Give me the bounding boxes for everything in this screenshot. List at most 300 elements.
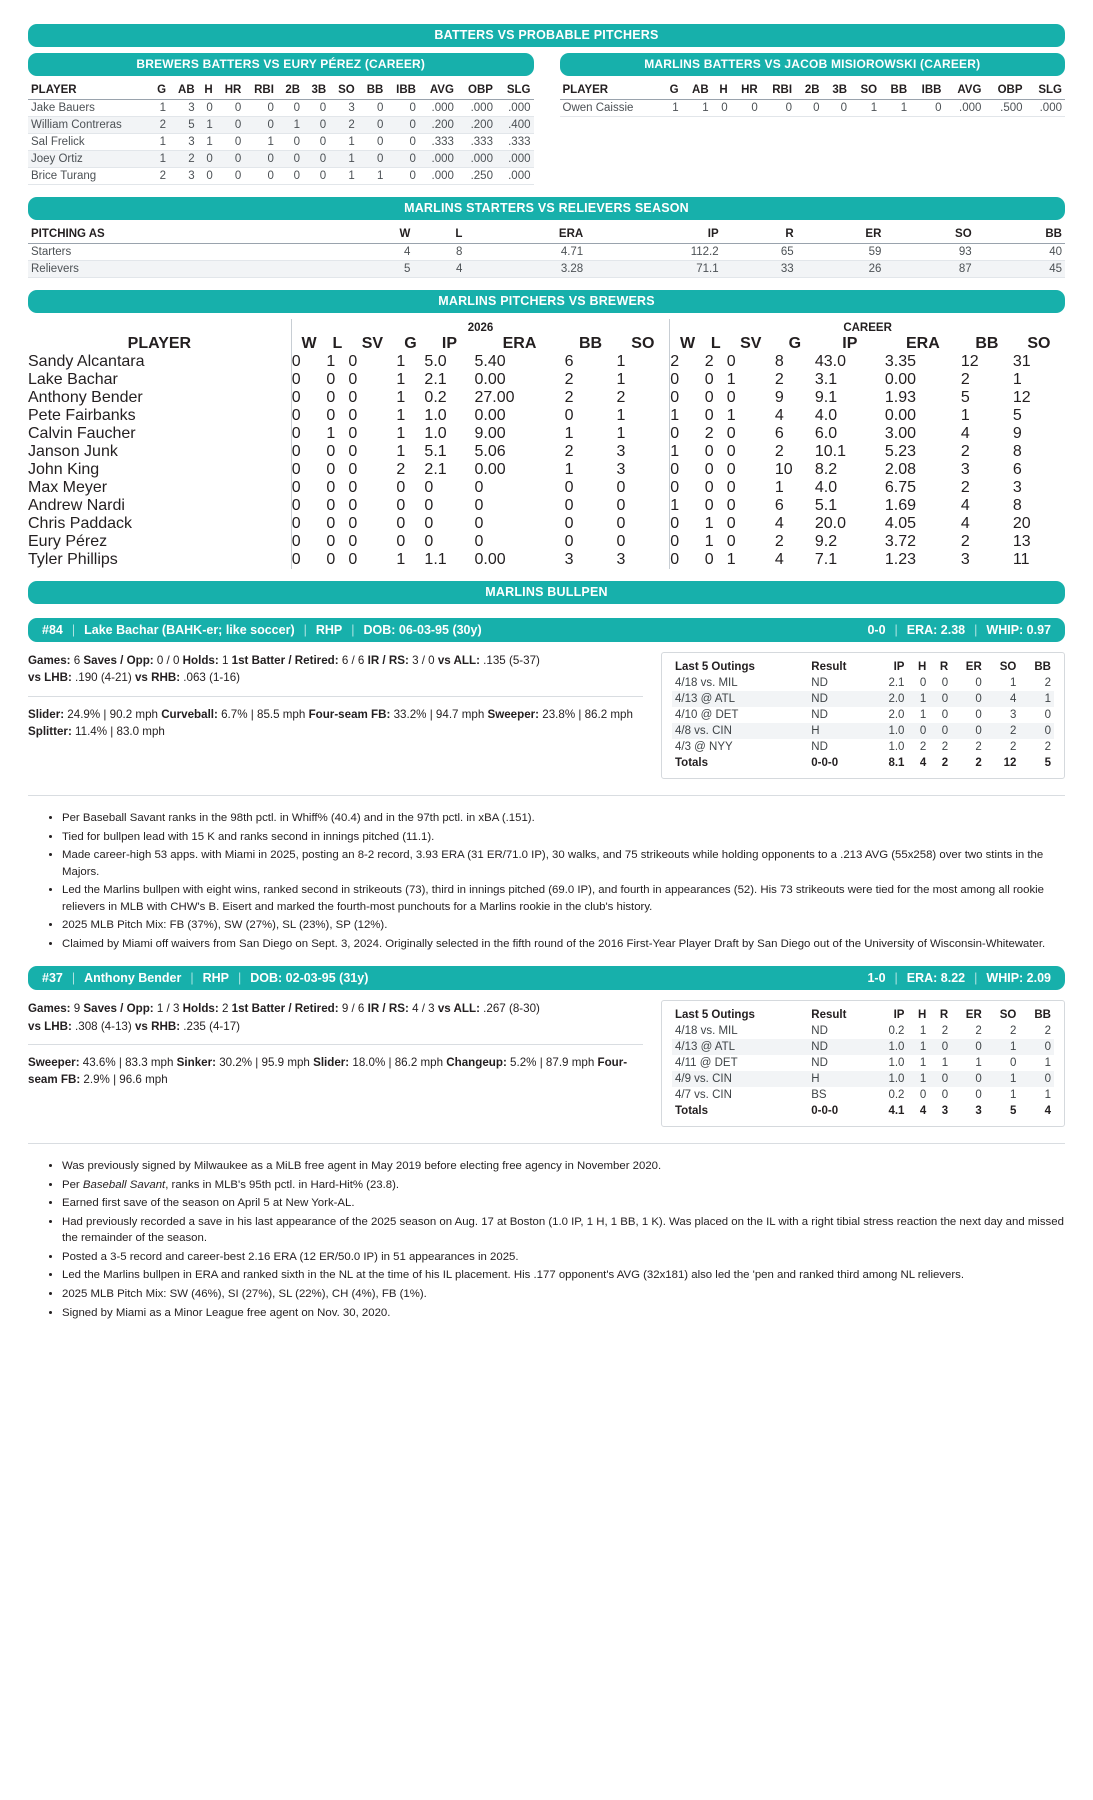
split-label: Splitter: [28, 725, 72, 739]
outing-stat: 0 [1009, 1057, 1017, 1070]
table-row [28, 261, 1065, 278]
stat-value: 1 [880, 100, 910, 117]
player-hand: RHP [202, 971, 229, 986]
career-stat: 0 [704, 443, 714, 460]
career-stat: 3.00 [884, 425, 917, 442]
career-stat: 6 [1012, 461, 1022, 478]
season-stat: 0 [564, 497, 574, 514]
totals-value: 4 [1019, 1103, 1054, 1119]
career-stat: 5 [960, 389, 970, 406]
column-header: OBP [984, 82, 1025, 100]
player-season-line [867, 623, 1051, 637]
stat-value: 0 [358, 134, 387, 151]
season-stat: 1 [326, 353, 336, 370]
stat-value: 1 [150, 100, 169, 117]
stat-value: 0 [216, 117, 245, 134]
outing-stat: 0 [941, 709, 949, 721]
stat-value: 0 [198, 100, 216, 117]
outing-stat: 0.2 [888, 1025, 905, 1038]
season-stat: 1 [616, 425, 626, 442]
stat-value: 0 [277, 100, 303, 117]
player-name: Sandy Alcantara [28, 353, 145, 370]
stat-value: 0 [277, 151, 303, 168]
stat-value: .200 [457, 117, 496, 134]
stat-value: 0 [386, 151, 419, 168]
split-label: Holds: [182, 1002, 219, 1016]
career-stat: 2 [960, 371, 970, 388]
stat-value: .000 [457, 151, 496, 168]
outing-date: 4/9 vs. CIN [675, 1073, 732, 1086]
season-stat: 2.1 [424, 461, 447, 478]
divider: | [894, 623, 898, 637]
season-stat: 0 [564, 515, 574, 532]
outing-stat: ND [811, 693, 828, 705]
split-label: Slider: [313, 1056, 350, 1070]
stat-value: .333 [496, 134, 534, 151]
outing-date: 4/18 vs. MIL [675, 677, 738, 689]
column-header: AB [169, 82, 198, 100]
season-stat: 1 [396, 371, 406, 388]
season-stat: 2.1 [424, 371, 447, 388]
stat-value: 1 [150, 134, 169, 151]
career-stat: 31 [1012, 353, 1031, 370]
table-row [28, 168, 534, 185]
player-note: • Made career-high 53 apps. with Miami in 2025, posting an 8-2 record, 3.93 ERA (31 ER/71.0 IP), 30 walks, and 75 strikeouts while holding opponents to a .213 AVG (55x258) over two stints in the Majors. [62, 847, 1065, 880]
column-header: IBB [910, 82, 944, 100]
outing-stat: 4 [1009, 693, 1017, 705]
career-stat: 3.72 [884, 533, 917, 550]
table-row [28, 407, 1065, 425]
outing-date: 4/10 @ DET [675, 709, 739, 721]
player-season-line [867, 971, 1051, 985]
stat-value: 2 [150, 168, 169, 185]
column-header: HR [731, 82, 761, 100]
outing-stat: 0 [941, 1041, 949, 1054]
pitch-mix-line: Slider: 24.9% | 90.2 mph Curveball: 6.7% | 85.5 mph Four-seam FB: 33.2% | 94.7 mph Sweeper: 23.8% | 86.2 mph Splitter: 11.4% | 83.0 mph [28, 707, 633, 739]
column-header: SLG [496, 82, 534, 100]
player-name: Janson Junk [28, 443, 118, 460]
starters-vs-relievers-section [28, 197, 1065, 278]
page-title-banner: BATTERS VS PROBABLE PITCHERS [28, 24, 1065, 47]
pitchers-vs-brewers-section [28, 290, 1065, 569]
divider: | [71, 623, 76, 637]
player-name: Eury Pérez [28, 533, 108, 550]
season-stat: 0 [348, 551, 358, 568]
player-identity [42, 971, 368, 985]
player-name: Andrew Nardi [28, 497, 125, 514]
career-stat: 4.05 [884, 515, 917, 532]
table-row [28, 244, 1065, 261]
season-stat: 0 [424, 533, 434, 550]
column-header: 2B [795, 82, 823, 100]
season-stat: 2 [616, 389, 626, 406]
career-stat: 0 [704, 461, 714, 478]
outing-stat: 1 [941, 1057, 949, 1070]
outing-date: 4/3 @ NYY [675, 741, 733, 753]
stat-value: 0 [216, 151, 245, 168]
table-header-row [28, 226, 1065, 244]
stat-value: 0 [277, 168, 303, 185]
career-stat: 1 [960, 407, 970, 424]
column-header: ER [797, 226, 885, 244]
stat-value: 0 [303, 100, 329, 117]
column-header: H [712, 82, 731, 100]
stat-value: 0 [216, 100, 245, 117]
season-stat: 0 [291, 353, 326, 371]
table-row [28, 515, 1065, 533]
outing-stat: 1 [919, 1025, 927, 1038]
career-stat: 0 [704, 389, 714, 406]
career-stat: 0 [726, 497, 736, 514]
stat-value: .000 [496, 151, 534, 168]
column-header: ERA [465, 226, 586, 244]
career-stat: 4 [960, 425, 970, 442]
column-header: SO [999, 661, 1017, 673]
season-stat: 0 [291, 407, 326, 425]
totals-value: 8.1 [874, 755, 908, 771]
group-header-career: CAREER [670, 319, 1065, 335]
stat-value: .000 [496, 100, 534, 117]
career-stat: 1 [704, 515, 714, 532]
stat-value: .333 [419, 134, 457, 151]
career-stat: 0.00 [884, 371, 917, 388]
column-header: H [198, 82, 216, 100]
stat-value: 1 [682, 100, 712, 117]
bullpen-players [28, 618, 1065, 1321]
player-notes-list [28, 1158, 1065, 1321]
outing-stat: 1 [1009, 1089, 1017, 1102]
stat-value: 0 [216, 168, 245, 185]
column-header: G [404, 335, 417, 352]
brewers-batters-table [28, 82, 534, 185]
career-stat: 0 [704, 407, 714, 424]
career-stat: 0 [670, 533, 705, 551]
season-stat: 0 [474, 479, 484, 496]
career-stat: 9 [1012, 425, 1022, 442]
outing-date: 4/8 vs. CIN [675, 725, 732, 737]
outing-stat: 1 [1044, 1057, 1051, 1070]
outing-stat: 0 [919, 677, 927, 689]
season-stat: 0 [424, 479, 434, 496]
career-stat: 8.2 [814, 461, 838, 478]
career-stat: 2 [960, 533, 970, 550]
career-stat: 2 [960, 443, 970, 460]
career-stat: 2.08 [884, 461, 917, 478]
stat-value: .000 [1026, 100, 1065, 117]
stat-value: 1 [150, 151, 169, 168]
column-header: G [788, 335, 802, 352]
outing-row [672, 1039, 1054, 1055]
season-stat: 27.00 [474, 389, 515, 406]
column-header: G [662, 82, 682, 100]
outing-stat: ND [811, 677, 828, 689]
outing-row [672, 1055, 1054, 1071]
table-row [28, 461, 1065, 479]
outing-stat: 2 [975, 741, 982, 753]
column-header: 2B [277, 82, 303, 100]
outing-stat: 0 [919, 1089, 927, 1102]
stat-value: .250 [457, 168, 496, 185]
column-header: W [670, 335, 705, 353]
career-stat: 1 [726, 551, 736, 568]
outing-stat: 2 [1044, 677, 1051, 689]
column-header: G [150, 82, 169, 100]
stat-value: 0 [386, 117, 419, 134]
season-stat: 0 [474, 497, 484, 514]
season-stat: 0 [326, 533, 336, 550]
split-label: Four-seam FB: [308, 707, 391, 721]
player-splits [28, 652, 643, 779]
stat-value: 1 [329, 151, 358, 168]
totals-value: 5 [985, 1103, 1020, 1119]
player-note: • Posted a 3-5 record and career-best 2.16 ERA (12 ER/50.0 IP) in 51 appearances in 2025. [62, 1249, 1065, 1266]
outing-stat: 0 [975, 693, 982, 705]
career-stat: 5.1 [814, 497, 838, 514]
column-header: R [939, 661, 949, 673]
season-stat: 0 [616, 533, 626, 550]
outing-stat: H [811, 1073, 820, 1086]
season-stat: 0 [326, 443, 336, 460]
season-stat: 0 [291, 371, 326, 389]
column-header: IP [586, 226, 721, 244]
career-stat: 2 [774, 533, 784, 550]
column-header: SO [999, 1009, 1017, 1022]
totals-value: 12 [985, 755, 1020, 771]
season-stat: 0 [396, 533, 406, 550]
season-stat: 5.06 [474, 443, 506, 460]
outing-stat: 2.1 [888, 677, 905, 689]
career-stat: 10 [774, 461, 793, 478]
outing-stat: 1 [919, 1041, 927, 1054]
career-stat: 0 [670, 515, 705, 533]
column-header: IBB [386, 82, 419, 100]
career-stat: 10.1 [814, 443, 846, 460]
season-stat: 5.0 [424, 353, 447, 370]
split-label: Saves / Opp: [83, 1002, 154, 1016]
outing-date: 4/13 @ ATL [675, 1041, 736, 1054]
player-card-header [28, 966, 1065, 990]
outing-date: 4/18 vs. MIL [675, 1025, 738, 1038]
stat-value: 3.28 [465, 261, 586, 278]
divider-rule [28, 696, 643, 697]
column-header: BB [358, 82, 387, 100]
player-name: Jake Bauers [28, 100, 150, 117]
season-stat: 0 [616, 515, 626, 532]
stat-value: .000 [944, 100, 984, 117]
player-name: Lake Bachar [28, 371, 118, 388]
split-label: vs LHB: [28, 671, 72, 685]
stat-value: 3 [169, 168, 198, 185]
player-whip: WHIP: 0.97 [986, 623, 1051, 637]
season-stat: 2 [396, 461, 406, 478]
column-header: ERA [905, 335, 940, 352]
last-5-outings-table [672, 1007, 1054, 1119]
career-stat: 0 [704, 371, 714, 388]
outing-stat: 1 [1009, 1041, 1017, 1054]
divider: | [71, 971, 76, 986]
column-header: RBI [244, 82, 277, 100]
table-row [28, 497, 1065, 515]
row-label: Relievers [28, 261, 346, 278]
stat-value: 0 [358, 100, 387, 117]
group-spacer [28, 319, 291, 335]
outing-stat: 1.0 [888, 1057, 905, 1070]
season-stat: 0 [348, 461, 358, 478]
career-stat: 0 [670, 461, 705, 479]
column-header: SO [884, 226, 974, 244]
table-header-row [672, 659, 1054, 675]
column-header: R [722, 226, 797, 244]
season-stat: 1 [396, 353, 406, 370]
stat-value: 0 [358, 117, 387, 134]
table-header-row [28, 335, 1065, 353]
split-label: vs LHB: [28, 1019, 72, 1033]
career-stat: 8 [774, 353, 784, 370]
outing-row [672, 739, 1054, 755]
stat-value: 1 [329, 134, 358, 151]
column-header: PLAYER [560, 82, 662, 100]
career-stat: 12 [960, 353, 979, 370]
bullpen-player-card [28, 966, 1065, 1321]
stat-value: 3 [169, 100, 198, 117]
season-stat: 0.00 [474, 461, 506, 478]
outing-stat: 1 [1044, 1089, 1051, 1102]
last-5-outings-box [661, 1000, 1065, 1127]
stat-value: 0 [823, 100, 851, 117]
divider: | [303, 623, 307, 637]
pitchers-vs-brewers-table [28, 319, 1065, 569]
outing-stat: H [811, 725, 820, 737]
season-stat: 2 [564, 371, 574, 388]
season-stat: 3 [616, 443, 626, 460]
brewers-batters-panel [28, 53, 534, 185]
outing-stat: 1 [919, 1057, 927, 1070]
player-note: • Led the Marlins bullpen with eight wins, ranked second in strikeouts (73), third in innings pitched (69.0 IP), and fourth in appearances (52). His 73 strikeouts were tied for the most among all rookie relievers in MLB with CHW's B. Eisert and marked the fourth-most punchouts for a Marlins rookie in the club's history. [62, 882, 1065, 915]
outing-row [672, 691, 1054, 707]
season-stat: 1.0 [424, 425, 447, 442]
bullpen-player-card [28, 618, 1065, 952]
career-stat: 0 [726, 425, 736, 442]
season-stat: 0 [348, 515, 358, 532]
column-header: Result [811, 1009, 847, 1022]
career-stat: 3 [960, 461, 970, 478]
stat-value: 0 [386, 100, 419, 117]
table-header-row [672, 1007, 1054, 1023]
stat-value: 65 [722, 244, 797, 261]
pitchers-vs-brewers-title: MARLINS PITCHERS VS BREWERS [28, 290, 1065, 313]
career-stat: 2 [670, 353, 705, 371]
column-header: BB [1034, 1009, 1051, 1022]
table-row [28, 371, 1065, 389]
season-stat: 0 [291, 443, 326, 461]
column-header: SO [850, 82, 880, 100]
player-note: • Earned first save of the season on April 5 at New York-AL. [62, 1195, 1065, 1212]
player-era: ERA: 8.22 [906, 971, 966, 986]
career-stat: 8 [1012, 497, 1022, 514]
outing-stat: 1 [1009, 677, 1017, 689]
outing-row [672, 1023, 1054, 1039]
outing-stat: 1 [1009, 1073, 1017, 1086]
stat-value: 1 [662, 100, 682, 117]
career-stat: 0 [704, 479, 714, 496]
column-header: Result [811, 661, 847, 673]
career-stat: 6.0 [814, 425, 838, 442]
stat-value: 0 [386, 168, 419, 185]
outing-stat: ND [811, 741, 828, 753]
column-header: PLAYER [127, 335, 192, 352]
divider: | [351, 623, 355, 637]
column-header: SO [1027, 335, 1051, 352]
stat-value: .000 [419, 100, 457, 117]
starters-relievers-table [28, 226, 1065, 278]
stat-value: 3 [169, 134, 198, 151]
section-rule [28, 795, 1065, 796]
column-header: R [939, 1009, 949, 1022]
season-stat: 5.40 [474, 353, 506, 370]
career-stat: 1 [670, 497, 705, 515]
season-stat: 1 [616, 353, 626, 370]
stat-value: 45 [975, 261, 1065, 278]
stat-value: 0 [303, 134, 329, 151]
career-stat: 0 [726, 515, 736, 532]
outing-stat: 1 [1044, 693, 1051, 705]
career-stat: 20.0 [814, 515, 846, 532]
career-stat: 0 [726, 461, 736, 478]
player-name: Sal Frelick [28, 134, 150, 151]
player-name: Anthony Bender [28, 389, 143, 406]
stat-value: 112.2 [586, 244, 721, 261]
column-header: SLG [1026, 82, 1065, 100]
season-stat: 0 [474, 515, 484, 532]
season-stat: 0 [326, 479, 336, 496]
season-stat: 0 [291, 425, 326, 443]
season-stat: 0 [326, 497, 336, 514]
totals-value: Totals [672, 1103, 803, 1119]
season-stat: 0 [291, 479, 326, 497]
player-dob: DOB: 02-03-95 (31y) [250, 971, 369, 986]
season-stat: 0 [616, 497, 626, 514]
split-label: Saves / Opp: [83, 654, 154, 667]
career-stat: 0 [726, 353, 736, 370]
player-card-header [28, 618, 1065, 642]
player-dob: DOB: 06-03-95 (30y) [363, 623, 482, 637]
season-stat: 1 [396, 443, 406, 460]
season-stat: 0 [348, 425, 358, 442]
split-label: Sweeper: [487, 707, 540, 721]
career-stat: 0 [726, 443, 736, 460]
table-row [28, 479, 1065, 497]
season-stat: 0.00 [474, 407, 506, 424]
marlins-batters-panel [560, 53, 1066, 185]
split-label: vs RHB: [134, 671, 181, 685]
outing-stat: 0 [1044, 1041, 1051, 1054]
outing-stat: 1 [919, 709, 927, 721]
career-stat: 3.35 [884, 353, 917, 370]
column-header: SV [361, 335, 384, 352]
outing-stat: 2 [941, 741, 949, 753]
season-stat: 5.1 [424, 443, 447, 460]
season-stat: 0 [396, 479, 406, 496]
table-row [28, 100, 534, 117]
table-row [28, 389, 1065, 407]
career-stat: 1 [726, 371, 736, 388]
season-stat: 0 [291, 461, 326, 479]
career-stat: 1 [670, 407, 705, 425]
totals-value: 3 [951, 1103, 985, 1119]
career-stat: 2 [960, 479, 970, 496]
table-row [28, 551, 1065, 569]
career-stat: 11 [1012, 551, 1030, 568]
